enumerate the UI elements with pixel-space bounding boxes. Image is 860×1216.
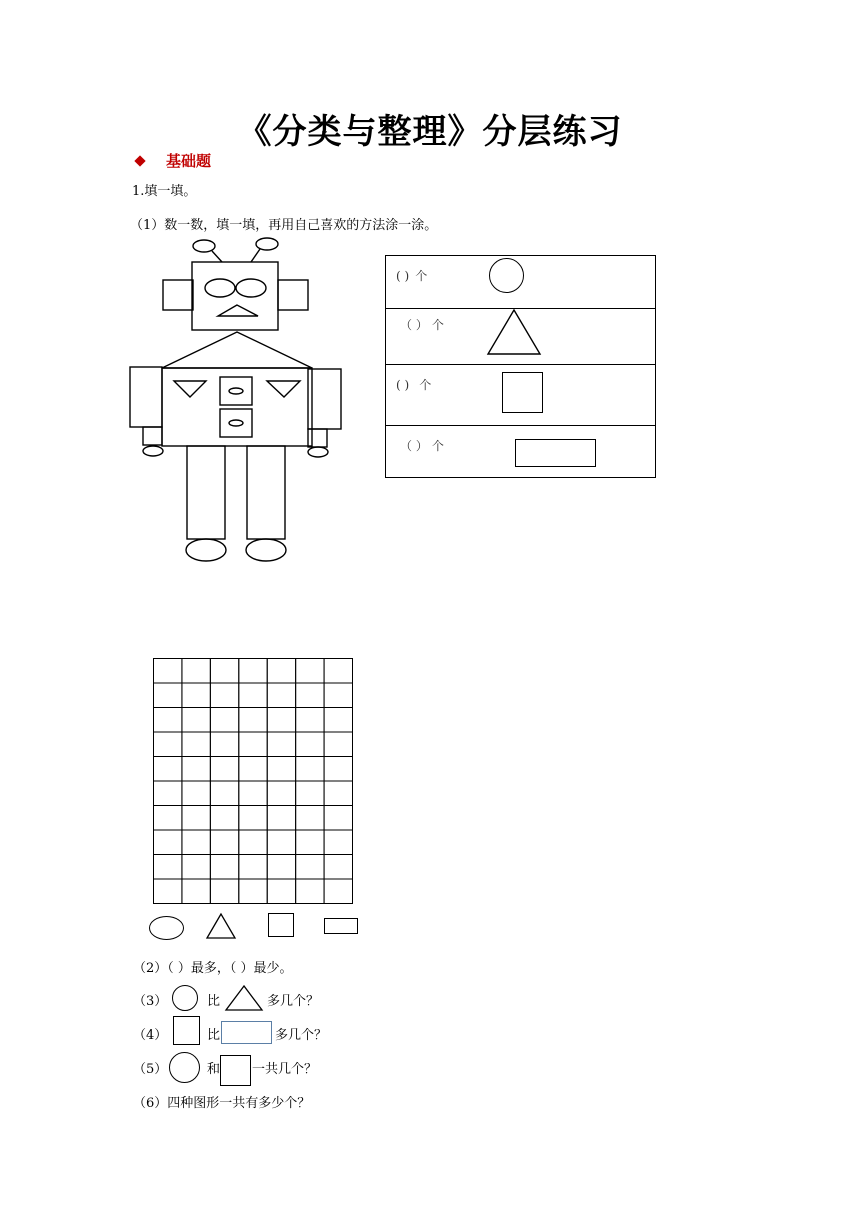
robot-head bbox=[192, 262, 278, 330]
grid-cell[interactable] bbox=[267, 830, 295, 855]
grid-cell[interactable] bbox=[324, 732, 352, 757]
grid-cell[interactable] bbox=[239, 683, 267, 708]
q3-triangle-icon bbox=[224, 984, 264, 1012]
grid-cell[interactable] bbox=[239, 708, 267, 733]
grid-cell[interactable] bbox=[324, 781, 352, 806]
q4-rectangle-icon bbox=[221, 1021, 272, 1044]
grid-cell[interactable] bbox=[210, 879, 238, 904]
robot-ear-right bbox=[278, 280, 308, 310]
grid-cell[interactable] bbox=[239, 757, 267, 782]
count-blank-rectangle[interactable]: （ ） bbox=[400, 439, 428, 453]
question-5-number: （5） bbox=[133, 1062, 168, 1077]
grid-cell[interactable] bbox=[296, 732, 324, 757]
grid-cell[interactable] bbox=[210, 732, 238, 757]
grid-cell[interactable] bbox=[182, 683, 210, 708]
robot-mouth-triangle bbox=[218, 305, 258, 316]
count-blank-triangle[interactable]: （ ） bbox=[400, 318, 428, 332]
q5-square-icon bbox=[220, 1055, 251, 1086]
robot-hand-left bbox=[143, 446, 163, 456]
q3-circle-icon bbox=[172, 985, 198, 1011]
grid-label-triangle-icon bbox=[205, 912, 237, 940]
coloring-grid[interactable] bbox=[153, 658, 353, 904]
grid-cell[interactable] bbox=[324, 830, 352, 855]
grid-cell[interactable] bbox=[239, 781, 267, 806]
question-1-label: 1.填一填。 bbox=[132, 184, 197, 199]
question-3-compare: 比 bbox=[207, 994, 221, 1009]
grid-cell[interactable] bbox=[239, 732, 267, 757]
q4-square-icon bbox=[173, 1016, 200, 1045]
grid-cell[interactable] bbox=[182, 879, 210, 904]
antenna-left-ellipse bbox=[193, 240, 215, 252]
robot-eye-right bbox=[236, 279, 266, 297]
question-5-and: 和 bbox=[207, 1062, 221, 1077]
grid-cell[interactable] bbox=[154, 732, 182, 757]
grid-cell[interactable] bbox=[267, 757, 295, 782]
grid-cell[interactable] bbox=[210, 781, 238, 806]
grid-cell[interactable] bbox=[239, 659, 267, 684]
diamond-bullet-icon bbox=[134, 155, 145, 166]
grid-cell[interactable] bbox=[267, 879, 295, 904]
grid-cell[interactable] bbox=[154, 757, 182, 782]
grid-cell[interactable] bbox=[239, 855, 267, 880]
grid-cell[interactable] bbox=[239, 879, 267, 904]
grid-cell[interactable] bbox=[154, 683, 182, 708]
grid-label-rectangle-icon bbox=[324, 918, 358, 934]
grid-cell[interactable] bbox=[267, 708, 295, 733]
robot-arm-right bbox=[308, 369, 341, 429]
grid-cell[interactable] bbox=[182, 757, 210, 782]
grid-cell[interactable] bbox=[296, 781, 324, 806]
grid-cell[interactable] bbox=[154, 659, 182, 684]
square-shape-icon bbox=[502, 372, 543, 413]
robot-arm-left bbox=[130, 367, 162, 427]
grid-cell[interactable] bbox=[267, 659, 295, 684]
grid-cell[interactable] bbox=[324, 879, 352, 904]
robot-leg-left bbox=[187, 446, 225, 539]
grid-cell[interactable] bbox=[182, 855, 210, 880]
grid-cell[interactable] bbox=[154, 806, 182, 831]
grid-cell[interactable] bbox=[154, 708, 182, 733]
rectangle-shape-icon bbox=[515, 439, 596, 467]
count-row-rectangle: （ ） 个 bbox=[400, 439, 444, 453]
robot-ear-left bbox=[163, 280, 193, 310]
question-3-ending: 多几个？ bbox=[267, 994, 320, 1009]
grid-label-square-icon bbox=[268, 913, 294, 937]
robot-button-box-2 bbox=[220, 409, 252, 437]
grid-cell[interactable] bbox=[267, 806, 295, 831]
robot-body-triangle-left bbox=[174, 381, 206, 397]
grid-cell[interactable] bbox=[324, 757, 352, 782]
grid-cell[interactable] bbox=[296, 855, 324, 880]
count-blank-circle[interactable]: ( ) bbox=[396, 269, 410, 283]
grid-cell[interactable] bbox=[296, 806, 324, 831]
question-6-text: （6）四种图形一共有多少个？ bbox=[133, 1096, 311, 1111]
grid-cell[interactable] bbox=[182, 806, 210, 831]
robot-shoulder-triangle bbox=[162, 332, 312, 368]
question-4-number: （4） bbox=[133, 1028, 168, 1043]
robot-figure bbox=[124, 236, 350, 566]
count-blank-square[interactable]: ( ) bbox=[396, 378, 410, 392]
triangle-shape-icon bbox=[486, 308, 542, 356]
grid-cell[interactable] bbox=[296, 879, 324, 904]
grid-label-circle-icon bbox=[149, 916, 184, 940]
grid-cell[interactable] bbox=[182, 732, 210, 757]
grid-cell[interactable] bbox=[182, 708, 210, 733]
grid-cell[interactable] bbox=[154, 830, 182, 855]
question-3-number: （3） bbox=[133, 994, 168, 1009]
question-2-text: （2）（ ）最多，（ ）最少。 bbox=[133, 961, 293, 976]
grid-cell[interactable] bbox=[239, 830, 267, 855]
robot-hand-right bbox=[308, 447, 328, 457]
grid-cell[interactable] bbox=[210, 683, 238, 708]
grid-cell[interactable] bbox=[267, 781, 295, 806]
grid-cell[interactable] bbox=[324, 806, 352, 831]
grid-cell[interactable] bbox=[210, 708, 238, 733]
count-row-circle: ( ) 个 bbox=[396, 269, 428, 283]
grid-cell[interactable] bbox=[154, 855, 182, 880]
grid-cell[interactable] bbox=[324, 855, 352, 880]
page-title: 《分类与整理》分层练习 bbox=[237, 112, 623, 152]
grid-cell[interactable] bbox=[182, 781, 210, 806]
grid-cell[interactable] bbox=[182, 659, 210, 684]
question-5-ending: 一共几个？ bbox=[252, 1062, 318, 1077]
grid-cell[interactable] bbox=[267, 855, 295, 880]
grid-cell[interactable] bbox=[296, 683, 324, 708]
grid-cell[interactable] bbox=[210, 757, 238, 782]
count-row-square: ( ) 个 bbox=[396, 378, 432, 392]
question-4-ending: 多几个？ bbox=[275, 1028, 328, 1043]
grid-cell[interactable] bbox=[210, 806, 238, 831]
grid-cell[interactable] bbox=[267, 732, 295, 757]
grid-cell[interactable] bbox=[154, 781, 182, 806]
grid-cell[interactable] bbox=[296, 708, 324, 733]
grid-cell[interactable] bbox=[154, 879, 182, 904]
robot-eye-left bbox=[205, 279, 235, 297]
robot-leg-right bbox=[247, 446, 285, 539]
circle-shape-icon bbox=[489, 258, 524, 293]
grid-cell[interactable] bbox=[239, 806, 267, 831]
shape-count-table bbox=[385, 255, 656, 478]
q5-circle-icon bbox=[169, 1052, 200, 1083]
section-heading bbox=[132, 150, 211, 171]
grid-cell[interactable] bbox=[182, 830, 210, 855]
grid-cell[interactable] bbox=[267, 683, 295, 708]
grid-cell[interactable] bbox=[210, 830, 238, 855]
grid-cell[interactable] bbox=[296, 659, 324, 684]
section-label: 基础题 bbox=[166, 152, 212, 170]
question-1-1-text: （1）数一数，填一填，再用自己喜欢的方法涂一涂。 bbox=[130, 218, 438, 233]
robot-body bbox=[162, 368, 312, 446]
grid-cell[interactable] bbox=[324, 659, 352, 684]
robot-button-box-1 bbox=[220, 377, 252, 405]
question-4-compare: 比 bbox=[207, 1028, 221, 1043]
grid-cell[interactable] bbox=[296, 757, 324, 782]
grid-cell[interactable] bbox=[210, 659, 238, 684]
grid-cell[interactable] bbox=[210, 855, 238, 880]
grid-cell[interactable] bbox=[324, 683, 352, 708]
count-row-triangle: （ ） 个 bbox=[400, 318, 444, 332]
robot-foot-right bbox=[246, 539, 286, 561]
robot-body-triangle-right bbox=[267, 381, 300, 397]
grid-cell[interactable] bbox=[324, 708, 352, 733]
grid-cell[interactable] bbox=[296, 830, 324, 855]
antenna-right-ellipse bbox=[256, 238, 278, 250]
robot-foot-left bbox=[186, 539, 226, 561]
